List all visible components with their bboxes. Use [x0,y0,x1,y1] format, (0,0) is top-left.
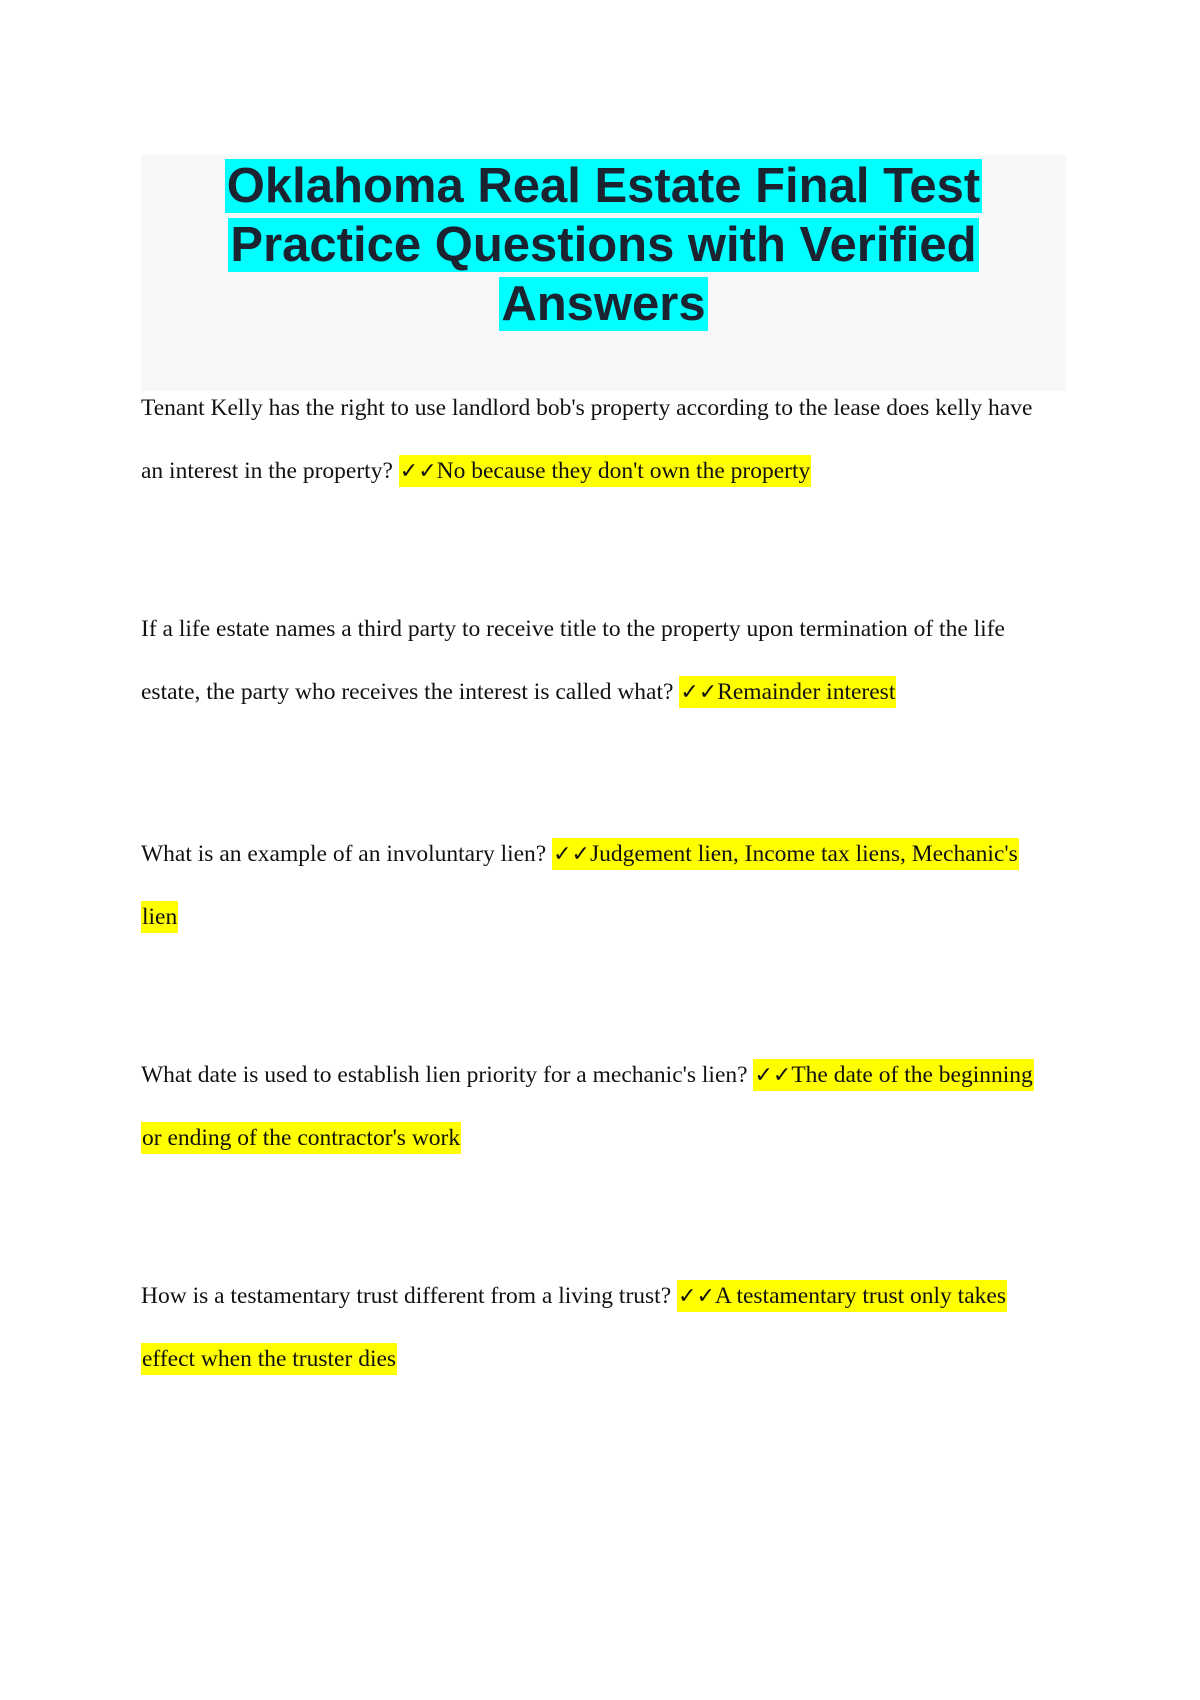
qa-item-4 [141,1044,1041,1170]
double-check-icon: ✓✓ [680,680,718,705]
answer-highlight [679,676,896,708]
answer-text: The date of the beginning or ending of the contractor's work [142,1062,1033,1151]
double-check-icon: ✓✓ [553,842,590,867]
qa-item-2 [141,598,1041,724]
question-text: What is an example of an involuntary lien? [141,841,547,867]
answer-text: No because they don't own the property [436,458,811,484]
question-text: What date is used to establish lien priority for a mechanic's lien? [141,1062,748,1088]
qa-item-5 [141,1265,1041,1391]
answer-text: Remainder interest [717,679,896,705]
title-highlight: Oklahoma Real Estate Final Test Practice Questions with Verified Answers [226,159,981,331]
question-text: If a life estate names a third party to receive title to the property upon termination of the life estate, the party who receives the interest is called what? [141,616,1005,705]
double-check-icon: ✓✓ [678,1284,715,1309]
question-text: Tenant Kelly has the right to use landlord bob's property according to the lease does kelly have an interest in the property? [141,395,1033,484]
answer-text: A testamentary trust only takes effect when the truster dies [142,1283,1006,1372]
question-text: How is a testamentary trust different from a living trust? [141,1283,672,1309]
qa-item-1 [141,377,1041,503]
document-title [141,155,1066,334]
answer-text: Judgement lien, Income tax liens, Mechanic's lien [142,841,1018,930]
qa-item-3 [141,823,1041,949]
double-check-icon: ✓✓ [399,459,437,484]
title-box [141,155,1066,391]
answer-highlight [399,455,811,487]
double-check-icon: ✓✓ [754,1063,792,1088]
